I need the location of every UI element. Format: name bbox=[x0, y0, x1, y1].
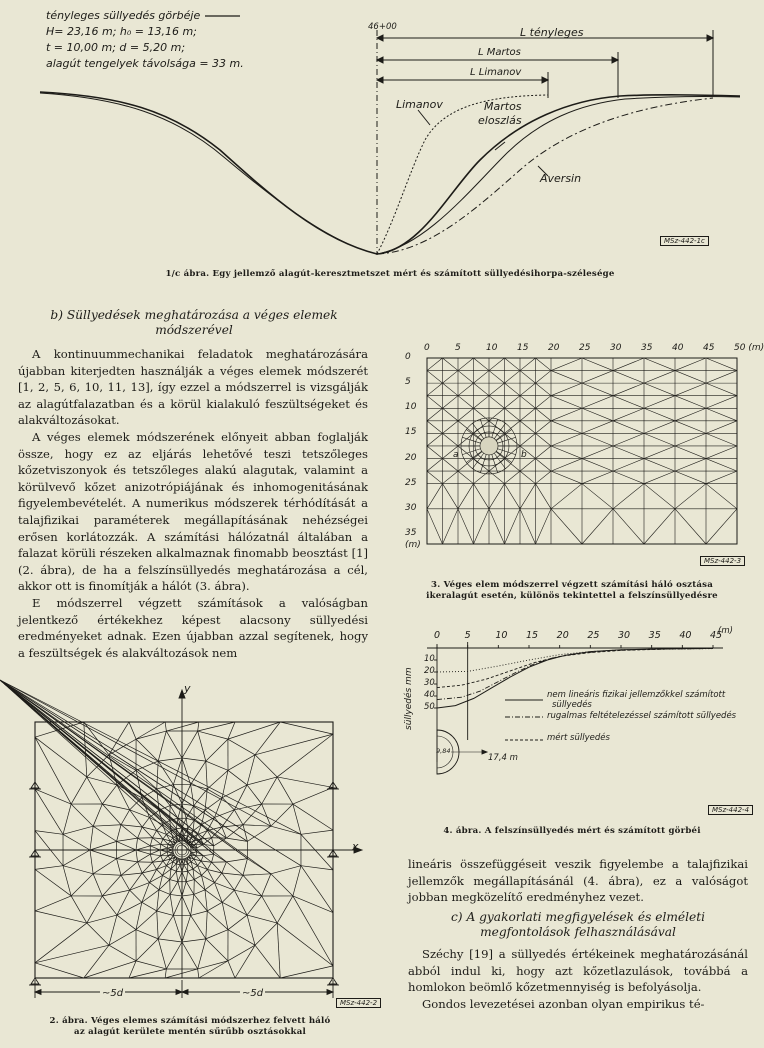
fig1-curve-martos-2: eloszlás bbox=[478, 114, 522, 127]
fig4-x-unit: (m) bbox=[718, 626, 733, 636]
section-b-title bbox=[18, 308, 370, 338]
fig3-caption-2: ikeralagút esetén, különös tekintettel a felszínsüllyedésre bbox=[426, 591, 718, 601]
fig4-y-tick: 10 bbox=[424, 654, 435, 664]
fig3-x-tick: 15 bbox=[517, 343, 529, 353]
right-col-p-cont: lineáris összefüggéseit veszik figyelembe a talajfizikai jellemzők megállapításánál (4. ábra), ez a valóságot jobban megközelítő eredményhez vezet. bbox=[408, 857, 748, 905]
fig4-legend-1b: süllyedés bbox=[552, 700, 592, 710]
fig3-y-tick: 35 bbox=[405, 527, 417, 538]
fig3-x-tick: 0 bbox=[424, 343, 430, 353]
fig4-y-tick: 40 bbox=[424, 690, 435, 700]
fig3-caption bbox=[392, 580, 752, 602]
fig4-caption: 4. ábra. A felszínsüllyedés mért és számított görbéi bbox=[443, 826, 701, 836]
fig1-legend-title: tényleges süllyedés görbéje bbox=[46, 9, 201, 22]
section-b-body bbox=[18, 346, 368, 661]
fig4-tag: MSz-442-4 bbox=[708, 805, 753, 815]
fig4-x-tick: 35 bbox=[648, 630, 661, 641]
fig1-curve-martos: Martos bbox=[484, 100, 522, 113]
fig4-x-tick: 0 bbox=[434, 630, 441, 641]
fig4-tunnel-label: 9,84 bbox=[436, 747, 451, 755]
fig1-station: 46+00 bbox=[368, 22, 397, 32]
fig3-y-tick: (m) bbox=[405, 540, 421, 550]
fig3-x-tick: 10 bbox=[486, 343, 498, 353]
fig4-x-tick: 40 bbox=[679, 630, 692, 641]
section-c-body bbox=[408, 946, 748, 1012]
fig2-caption-2: az alagút kerülete mentén sűrűbb osztásokkal bbox=[74, 1027, 306, 1037]
fig4-y-tick: 20 bbox=[424, 666, 435, 676]
fig3-x-tick: 30 bbox=[610, 343, 622, 353]
fig3-x-tick: 35 bbox=[641, 343, 653, 353]
section-b-p3: E módszerrel végzett számítások a valóságban jelentkező értékekhez képest alacsony süllyedési eredményeket adnak. Ezen újabban azzal segítenek, hogy a feszültségek és alakváltozások nem bbox=[18, 595, 368, 660]
section-c-p1: Széchy [19] a süllyedés értékeinek meghatározásánál abból indul ki, hogy azt kőzetlazulások, továbbá a homlokon beömlő kőzetmennyiség is befolyásolja. bbox=[408, 947, 748, 995]
fig4-x-tick: 5 bbox=[464, 630, 471, 641]
fig4-x-tick: 15 bbox=[526, 630, 539, 641]
fig4-legend-3: mért süllyedés bbox=[547, 733, 610, 743]
fig2-axis-x: x bbox=[352, 840, 359, 853]
fig2-caption bbox=[10, 1016, 370, 1038]
section-b-p1: A kontinuummechanikai feladatok meghatározására újabban kiterjedten használják a véges elemek módszerét [1, 2, 5, 6, 10, 11, 13], így ezzel a módszerrel is vizsgálják az alagútfalazatban és a körül kialakuló feszültségeket és alakváltozásokat. bbox=[18, 347, 368, 428]
fig2-dim-right: ~5d bbox=[242, 988, 264, 999]
fig1-params-1: H= 23,16 m; h₀ = 13,16 m; bbox=[46, 25, 197, 38]
fig4-legend-2: rugalmas feltételezéssel számított süllyedés bbox=[547, 711, 737, 721]
section-c-p2: Gondos levezetései azonban olyan empirikus té- bbox=[422, 996, 705, 1011]
fig3-caption-1: 3. Véges elem módszerrel végzett számítási háló osztása bbox=[431, 580, 713, 590]
figure-2-fem-mesh bbox=[0, 680, 380, 1010]
fig4-y-tick: 50 bbox=[424, 702, 435, 712]
fig3-x-tick: 5 bbox=[455, 343, 461, 353]
fig4-y-label: süllyedés mm bbox=[404, 667, 414, 730]
fig3-y-tick: 15 bbox=[405, 427, 417, 438]
fig3-x-tick: 25 bbox=[579, 343, 591, 353]
fig3-y-tick: 20 bbox=[405, 452, 417, 463]
fig2-caption-1: 2. ábra. Véges elemes számítási módszerhez felvett háló bbox=[49, 1016, 331, 1026]
right-col-cont bbox=[408, 856, 748, 906]
section-c-title: c) A gyakorlati megfigyelések és elméleti megfontolások felhasználásával bbox=[450, 910, 706, 939]
figure-3-twin-tunnel-mesh bbox=[385, 318, 760, 588]
fig2-tag: MSz-442-2 bbox=[336, 998, 381, 1008]
fig4-x-tick: 20 bbox=[556, 630, 569, 641]
fig3-y-tick: 10 bbox=[405, 402, 417, 413]
fig1-curve-aversin: Aversin bbox=[540, 172, 582, 185]
fig2-axis-y: y bbox=[184, 682, 191, 695]
fig1-l-martos: L Martos bbox=[478, 47, 521, 58]
fig4-x-tick: 25 bbox=[587, 630, 600, 641]
fig4-x-tick: 10 bbox=[495, 630, 508, 641]
fig1-caption: 1/c ábra. Egy jellemző alagút-keresztmetszet mért és számított süllyedésihorpa-szélesége bbox=[165, 269, 615, 279]
section-b-p2: A véges elemek módszerének előnyeit abban foglalják össze, hogy ez az eljárás lehetővé teszi tetszőleges kőzetviszonyok és tetszőleges alakú alagutak, valamint a körülvevő kőzet anizotrópiájának és inhomogenitásának figyelembevételét. A numerikus módszerek térhódítását a talajfizikai paraméterek megállapításának nehézségei erősen korlátozzák. A számítási hálózatnál általában a falazat körüli részeken alkalmaznak finomabb beosztást [1] (2. ábra), de ha a felszínsüllyedés meghatározása a cél, akkor ott is finomítják a hálót (3. ábra). bbox=[18, 429, 368, 594]
section-b-title-1: b) Süllyedések meghatározása a véges elemek bbox=[50, 308, 338, 322]
fig3-y-tick: 25 bbox=[405, 477, 417, 488]
fig4-legend-1: nem lineáris fizikai jellemzőkkel számított bbox=[547, 690, 726, 700]
fig4-y-tick: 30 bbox=[424, 678, 435, 688]
section-b-title-2: módszerével bbox=[155, 323, 233, 337]
fig3-label-b: b bbox=[521, 450, 527, 460]
fig4-x-tick: 30 bbox=[618, 630, 631, 641]
fig3-x-tick: 20 bbox=[548, 343, 560, 353]
fig3-y-tick: 5 bbox=[405, 377, 411, 388]
fig1-tag: MSz-442-1c bbox=[660, 236, 709, 246]
fig1-params-2: t = 10,00 m; d = 5,20 m; bbox=[46, 41, 186, 54]
fig3-label-a: a bbox=[453, 450, 459, 460]
fig1-params-3: alagút tengelyek távolsága = 33 m. bbox=[46, 57, 244, 70]
fig3-y-tick: 0 bbox=[405, 352, 411, 362]
fig4-x-tick: 45 bbox=[710, 630, 723, 641]
fig3-x-tick: 40 bbox=[672, 343, 684, 353]
fig3-x-tick: 50 (m) bbox=[734, 343, 764, 353]
fig3-y-tick: 30 bbox=[405, 502, 417, 513]
fig3-tag: MSz-442-3 bbox=[700, 556, 745, 566]
fig2-dim-left: ~5d bbox=[102, 988, 124, 999]
fig3-x-tick: 45 bbox=[703, 343, 715, 353]
fig1-curve-limanov: Limanov bbox=[396, 98, 443, 111]
fig1-l-limanov: L Limanov bbox=[470, 67, 522, 78]
fig1-l-actual: L tényleges bbox=[520, 26, 584, 39]
fig4-depth: 17,4 m bbox=[488, 753, 518, 763]
